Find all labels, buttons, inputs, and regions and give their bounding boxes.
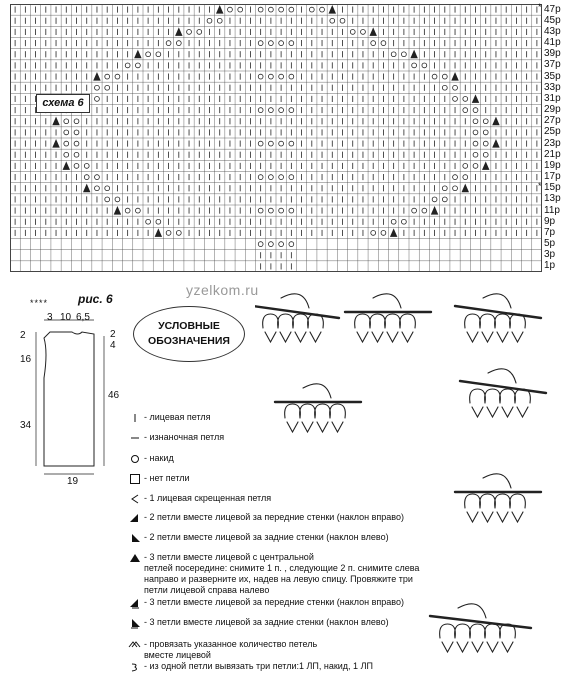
row-label: 31р [544, 92, 561, 104]
dim-top-c: 6,5 [76, 312, 90, 323]
k3tog-front-icon [128, 597, 142, 609]
k2tog-back-icon [128, 532, 142, 544]
dim-right-small-b: 4 [110, 340, 116, 351]
technique-illustrations [255, 280, 573, 700]
dim-top-b: 10 [60, 312, 72, 323]
legend-title [133, 306, 245, 362]
row-label: 33р [544, 81, 561, 93]
figure-label: рис. 6 [78, 292, 113, 306]
illustration-panel [455, 474, 541, 522]
legend-item-line: - накид [144, 453, 174, 463]
row-labels [538, 2, 573, 272]
row-marker-star: * [538, 2, 542, 12]
row-label: 17р [544, 171, 561, 182]
dim-top-a: 3 [47, 312, 53, 323]
legend-item-line: - лицевая петля [144, 412, 211, 422]
row-label: 15р [544, 182, 561, 194]
knitting-chart [10, 4, 542, 272]
dim-right-total: 46 [108, 390, 120, 401]
legend-item-line: - 3 петли вместе лицевой с центральной [144, 552, 314, 562]
row-label: 13р [544, 193, 561, 205]
row-label: 27р [544, 115, 561, 127]
row-label: 29р [544, 104, 561, 115]
row-marker-star: * [538, 180, 542, 191]
yarn-over-icon [128, 453, 142, 465]
row-label: 9р [544, 215, 556, 227]
twisted-knit-icon [128, 493, 142, 505]
schema-label: схема 6 [36, 94, 90, 113]
k3-central-icon [128, 552, 142, 564]
legend-item-line: - 2 петли вместе лицевой за задние стенки (наклон влево) [144, 532, 389, 542]
legend-item-line: - изнаночная петля [144, 432, 225, 442]
knit-icon [128, 412, 142, 424]
row-label: 39р [544, 48, 561, 60]
illustration-panel [430, 604, 531, 652]
legend-item-line: петлей посередине: снимите 1 п. , следующие 2 п. снимите слева [144, 563, 420, 573]
no-stitch-icon [128, 473, 142, 485]
row-label: 47р [544, 3, 561, 15]
row-label: 41р [544, 37, 561, 48]
k3tog-back-icon [128, 617, 142, 629]
row-label: 45р [544, 14, 561, 26]
illustration-panel [255, 294, 339, 342]
dim-right-small-a: 2 [110, 329, 116, 340]
legend-item-line: - из одной петли вывязать три петли:1 ЛП, накид, 1 ЛП [144, 661, 373, 671]
k2tog-front-icon [128, 512, 142, 524]
legend-item-line: - 2 петли вместе лицевой за передние стенки (наклон вправо) [144, 512, 404, 522]
legend-item-line: - 1 лицевая скрещенная петля [144, 493, 272, 503]
legend-item-line: - 3 петли вместе лицевой за задние стенки (наклон влево) [144, 617, 389, 627]
legend-title-line1: УСЛОВНЫЕ [158, 320, 220, 332]
row-label: 5р [544, 238, 556, 249]
row-label: 43р [544, 25, 561, 37]
row-label: 7р [544, 226, 556, 238]
legend-title-line2: ОБОЗНАЧЕНИЯ [148, 335, 230, 347]
row-label: 25р [544, 126, 561, 138]
illustration-panel [345, 294, 431, 342]
dim-left-upper: 16 [20, 354, 32, 365]
purl-icon [128, 432, 142, 444]
chart-grid [10, 4, 542, 272]
legend-item-line: - нет петли [144, 473, 190, 483]
difficulty-stars: **** [30, 298, 49, 308]
row-label: 1р [544, 260, 556, 272]
knit-together-icon [128, 639, 142, 651]
row-label: 3р [544, 249, 556, 261]
legend-item-line: - провязать указанное количество петель [144, 639, 318, 649]
dim-left-lower: 34 [20, 420, 32, 431]
row-label: 21р [544, 148, 561, 160]
site-watermark: yzelkom.ru [186, 282, 259, 298]
illustration-panel [460, 369, 546, 417]
legend-item-line: - 3 петли вместе лицевой за передние стенки (наклон вправо) [144, 597, 404, 607]
row-label: 11р [544, 204, 560, 216]
legend-item-line: вместе лицевой [144, 650, 211, 660]
legend-item-line: направо и разверните их, надев на левую спицу. Провяжите три [144, 574, 413, 584]
dim-bottom: 19 [67, 476, 79, 487]
chart-gridlines [10, 4, 542, 272]
illustration-panel [275, 384, 361, 432]
row-label: 35р [544, 70, 561, 82]
pattern-outline [44, 332, 94, 466]
illustration-panel [455, 294, 541, 342]
row-label: 37р [544, 59, 561, 71]
dim-left-small: 2 [20, 330, 26, 341]
legend-item-line: петли лицевой справа налево [144, 585, 270, 595]
row-label: 23р [544, 137, 561, 149]
three-from-one-icon [128, 661, 142, 673]
row-label: 19р [544, 159, 561, 171]
